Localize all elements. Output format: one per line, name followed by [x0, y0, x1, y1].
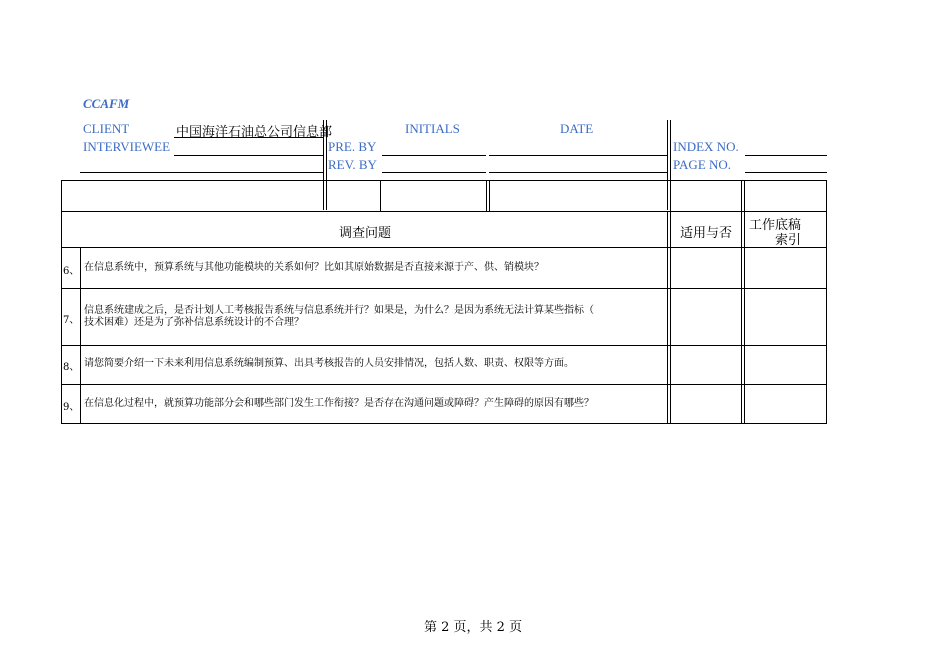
- table-right-border: [826, 180, 827, 423]
- interviewee-label: INTERVIEWEE: [83, 139, 171, 154]
- question-text: 请您简要介绍一下未来利用信息系统编制预算、出具考核报告的人员安排情况，包括人数、职责、权限等方面。: [84, 358, 574, 369]
- table-border: [61, 345, 827, 346]
- table-bottom-border: [61, 423, 827, 424]
- question-number: 8、: [63, 362, 80, 373]
- table-left-border: [61, 180, 62, 423]
- question-text: 在信息系统中，预算系统与其他功能模块的关系如何？比如其原始数据是否直接来源于产、供、销模块？: [84, 262, 544, 273]
- pre-date-underline: [489, 155, 667, 156]
- initials-label: INITIALS: [405, 121, 460, 136]
- interviewee-underline: [174, 155, 324, 156]
- divider: [667, 120, 668, 210]
- divider: [323, 120, 324, 210]
- divider: [489, 180, 490, 211]
- index-no-label: INDEX NO.: [673, 139, 739, 154]
- divider: [741, 180, 742, 423]
- applicable-header: 适用与否: [680, 226, 733, 241]
- question-header: 调查问题: [339, 226, 392, 241]
- logo: CCAFM: [83, 96, 130, 111]
- question-text: 技术困难）还是为了弥补信息系统设计的不合理？: [84, 317, 304, 328]
- divider: [667, 211, 668, 423]
- number-column-divider: [80, 247, 81, 423]
- client-label: CLIENT: [83, 121, 130, 136]
- table-top-border: [61, 180, 827, 181]
- table-border: [61, 247, 827, 248]
- rev-initials-underline: [382, 172, 486, 173]
- page-no-label: PAGE NO.: [673, 157, 732, 172]
- question-number: 9、: [63, 402, 80, 413]
- page-footer: 第 2 页，共 2 页: [424, 620, 523, 635]
- rev-date-underline: [489, 172, 667, 173]
- divider: [486, 180, 487, 211]
- pre-by-label: PRE. BY: [328, 139, 377, 154]
- left-underline: [80, 172, 324, 173]
- client-underline: [174, 137, 324, 138]
- divider: [326, 120, 327, 210]
- question-number: 6、: [63, 266, 80, 277]
- question-text: 在信息化过程中，就预算功能部分会和哪些部门发生工作衔接？是否存在沟通问题或障碍？产生障碍的原因有哪些？: [84, 398, 594, 409]
- page-underline: [745, 172, 827, 173]
- divider: [744, 180, 745, 423]
- index-underline: [745, 155, 827, 156]
- divider: [670, 180, 671, 423]
- divider: [380, 180, 381, 211]
- pre-initials-underline: [382, 155, 486, 156]
- question-text: 信息系统建成之后，是否计划人工考核报告系统与信息系统并行？如果是，为什么？是因为系统无法计算某些指标（: [84, 305, 594, 316]
- table-border: [61, 211, 827, 212]
- workpaper-header: 索引: [775, 233, 802, 248]
- table-border: [61, 288, 827, 289]
- client-value: 中国海洋石油总公司信息部: [176, 125, 333, 140]
- date-label: DATE: [560, 121, 594, 136]
- workpaper-header: 工作底稿: [749, 218, 802, 233]
- question-number: 7、: [63, 315, 80, 326]
- table-border: [61, 384, 827, 385]
- rev-by-label: REV. BY: [328, 157, 377, 172]
